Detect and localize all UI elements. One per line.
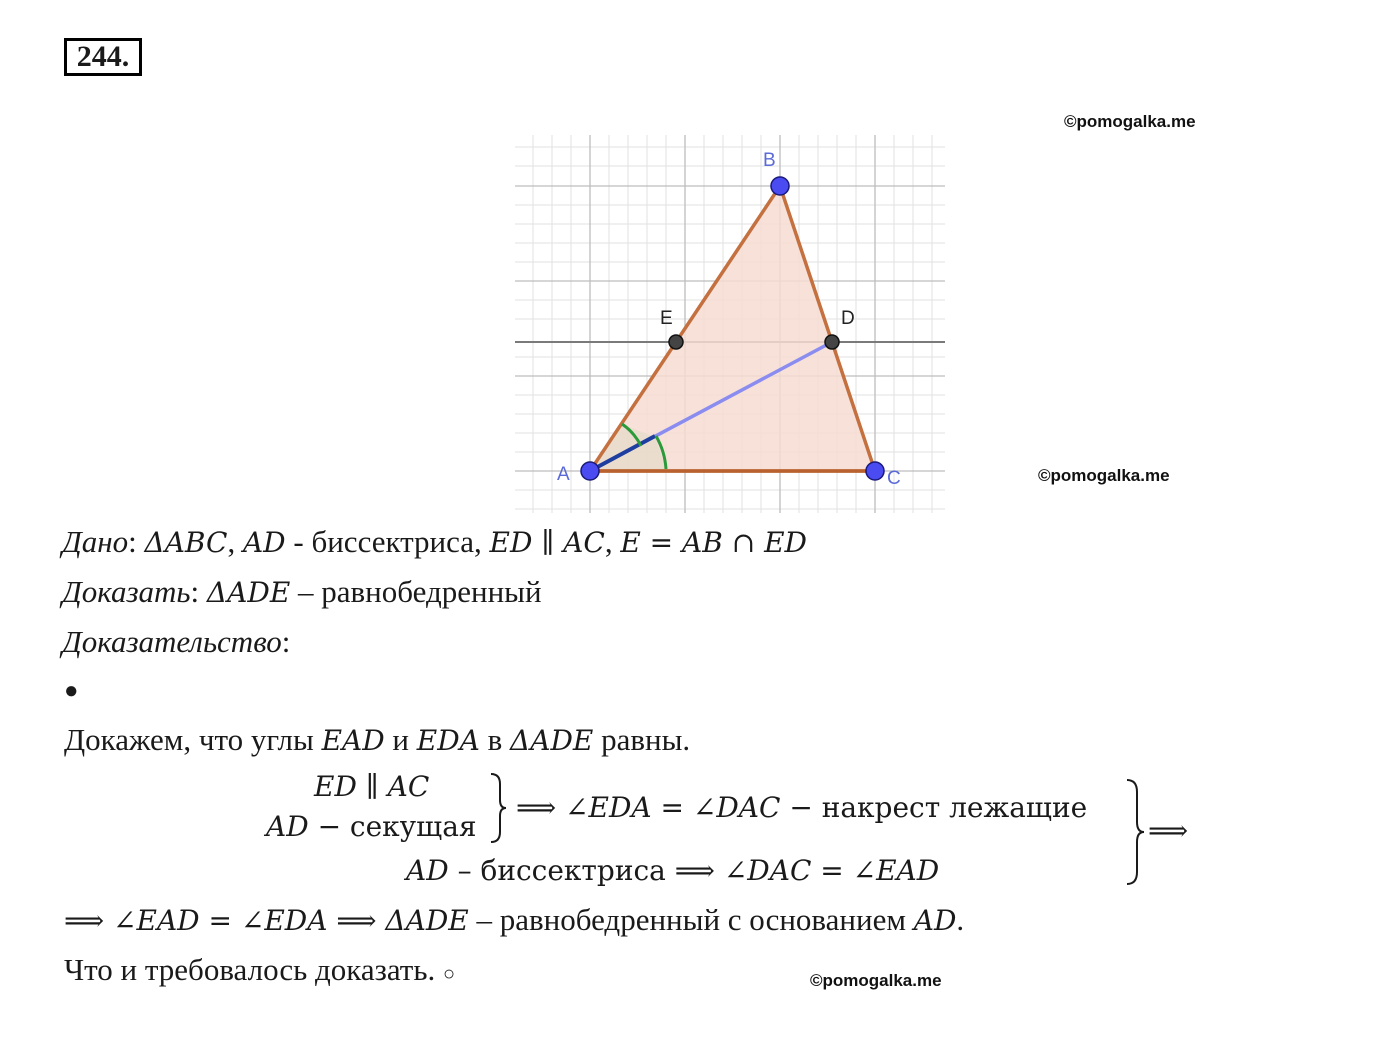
given-line — [62, 524, 807, 560]
watermark-bottom: ©pomogalka.me — [810, 971, 942, 990]
conclusion-dot: . — [956, 902, 965, 937]
conclusion-math: ⟹ ∠EAD = ∠EDA ⟹ ΔADE — [64, 904, 469, 937]
problem-number: 244. — [64, 38, 142, 76]
intro-text-d: равны. — [593, 722, 691, 757]
watermark-top: ©pomogalka.me — [1064, 112, 1196, 131]
watermark-middle: ©pomogalka.me — [1038, 466, 1170, 485]
proof-label: Доказательство — [62, 624, 282, 659]
qed-text: Что и требовалось доказать. — [64, 952, 443, 987]
given-intersection: E = AB ∩ ED — [620, 526, 807, 559]
intro-text-a: Докажем, что углы — [64, 722, 322, 757]
proof-heading — [62, 624, 290, 660]
system-result-1 — [516, 791, 1087, 825]
outer-arrow: ⟹ — [1148, 814, 1189, 847]
label-c: C — [887, 468, 901, 489]
given-colon: : — [128, 524, 137, 559]
system-transversal-ad: AD — [266, 810, 309, 843]
triangle-abc-fill — [590, 186, 875, 471]
given-comma-2: , — [604, 524, 613, 559]
bullet: ● — [64, 678, 79, 704]
prove-text: – равнобедренный — [290, 574, 542, 609]
point-a — [581, 462, 599, 480]
system-transversal-text: − секущая — [308, 810, 477, 843]
prove-triangle: ΔADE — [206, 576, 291, 609]
intro-angle-eda: EDA — [416, 724, 480, 757]
given-triangle: ΔABC — [144, 526, 228, 559]
qed-mark: ○ — [443, 963, 456, 985]
system-parallel: ED ∥ AC — [314, 770, 430, 803]
conclusion-ad: AD — [913, 904, 957, 937]
given-comma-1: , — [227, 524, 236, 559]
outer-brace — [1124, 778, 1146, 886]
label-d: D — [841, 308, 855, 329]
given-ad: AD — [242, 526, 286, 559]
label-e: E — [660, 308, 673, 329]
given-label: Дано — [62, 524, 129, 559]
prove-label: Доказать — [62, 574, 191, 609]
inner-brace — [488, 772, 508, 844]
point-c — [866, 462, 884, 480]
intro-text-c: в — [479, 722, 511, 757]
proof-colon: : — [281, 624, 291, 659]
point-b — [771, 177, 789, 195]
point-d — [825, 335, 839, 349]
intro-text-b: и — [384, 722, 417, 757]
intro-triangle: ΔADE — [510, 724, 594, 757]
bisector-text: – биссектриса — [448, 854, 675, 887]
triangle-figure — [515, 135, 945, 513]
qed-line — [64, 952, 455, 988]
given-text: - биссектриса, — [285, 524, 482, 559]
result-1-text: − накрест лежащие — [780, 791, 1088, 824]
point-e — [669, 335, 683, 349]
label-a: A — [557, 464, 570, 485]
label-b: B — [763, 150, 776, 171]
bisector-result: ⟹ ∠DAC = ∠EAD — [674, 854, 940, 887]
proof-intro — [64, 722, 690, 758]
result-1-math: ⟹ ∠EDA = ∠DAC — [516, 791, 781, 824]
system-transversal — [266, 810, 477, 844]
conclusion-text: – равнобедренный с основанием — [468, 902, 914, 937]
prove-colon: : — [190, 574, 200, 609]
conclusion-line — [64, 902, 964, 938]
prove-line — [62, 574, 542, 610]
bisector-ad: AD — [406, 854, 449, 887]
intro-angle-ead: EAD — [321, 724, 385, 757]
system-bisector — [406, 854, 939, 888]
given-parallel: ED ∥ AC — [489, 526, 605, 559]
